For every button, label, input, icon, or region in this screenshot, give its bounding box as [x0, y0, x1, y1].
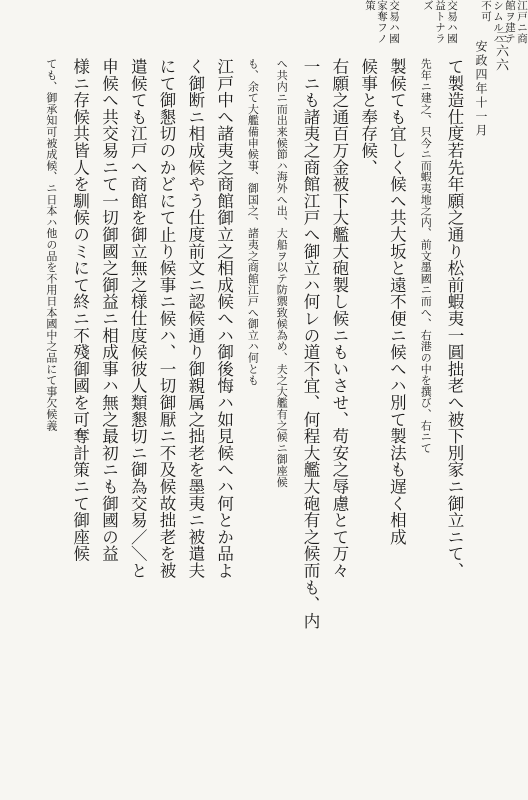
- text-line: て製造仕度若先年願之通り松前蝦夷一圓拙老へ被下別家ニ御立ニて、: [445, 58, 464, 579]
- text-line: 右願之通百万金被下大艦大砲製し候ニもいさせ、苟安之辱慮とて万々: [329, 58, 349, 579]
- text-line: も、余て大艦備申候事、御国之、諸夷之商館江戸へ御立ハ何とも: [246, 58, 260, 386]
- text-line: 江戸中へ諸夷之商館御立之相成候へハ御後悔ハ如見候へハ何とか品よ: [214, 58, 234, 579]
- margin-note: 江戸ニ商 館ヲ建テ シムルハ 不可: [480, 0, 528, 44]
- text-line: へ共内ニ而出来候節ハ海外へ出、大船ヲ以テ防禦致候為め、夫之大艦有之候ニ御座候: [275, 58, 289, 488]
- page-number: 三六六: [493, 30, 508, 72]
- main-text: [36, 58, 468, 770]
- text-line: 先年ニ建之、只今ニ而蝦夷地之内、前文墨國ニ而へ、右港の中を撰び、右ニて: [419, 58, 433, 454]
- text-line: 申候へ共交易ニて一切御國之御益ニ相成事ハ無之最初ニも御國の益: [99, 58, 119, 562]
- margin-note: 交易ハ國 家奪フノ 策: [364, 0, 400, 44]
- text-line: 遣候ても江戸へ商館を御立無之様仕度候彼人類懇切ニ御為交易／＼と: [128, 58, 148, 579]
- text-line: 様ニ存候共皆人を馴候のミにて終ニ不殘御國を可奪計策ニて御座候: [70, 58, 90, 562]
- text-line: ても、御承知可被成候、ニ日本ハ他の品を不用日本國中之品にて事欠候義: [44, 58, 58, 431]
- text-line: 候事と奉存候、: [358, 58, 378, 176]
- text-line: 製候ても宜しく候へ共大坂と遠不便ニ候へハ別て製法も遅く相成: [387, 58, 407, 546]
- text-line: 一ニも諸夷之商館江戸へ御立ハ何レの道不宜、何程大艦大砲有之候而も、内: [301, 58, 321, 630]
- margin-note: 交易ハ國 益トナラ ズ: [422, 0, 458, 44]
- text-line: く御断ニ相成候やう仕度前文ニ認候通り御親属之拙老を墨夷ニ被遣夫: [185, 58, 205, 579]
- running-header: 安政四年十一月: [474, 40, 488, 138]
- text-line: にて御懇切のかどにて止り候事ニ候ハ、一切御厭ニ不及候故拙老を被: [157, 58, 177, 579]
